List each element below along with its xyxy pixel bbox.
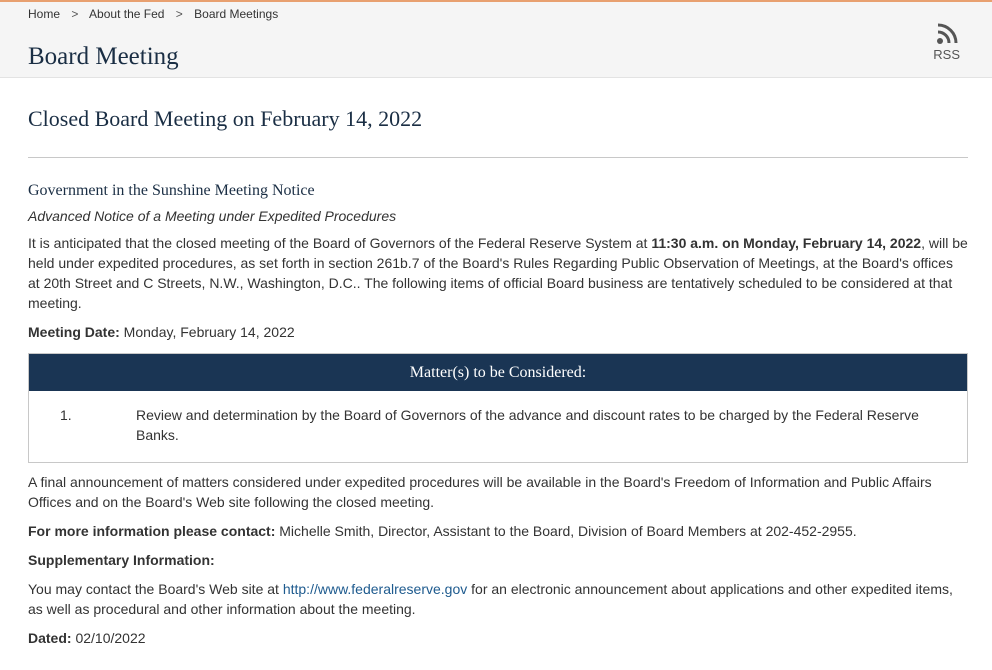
intro-paragraph [28,233,968,313]
matter-number: 1. [60,407,72,423]
breadcrumb-separator: > [71,7,79,21]
intro-text: It is anticipated that the closed meeting of the Board of Governors of the Federal Reserve System at [28,235,652,251]
rss-label: RSS [933,47,960,62]
federalreserve-link[interactable]: http://www.federalreserve.gov [282,581,468,597]
supplementary-paragraph [28,579,968,619]
meeting-date [28,322,968,342]
dated-line [28,628,968,648]
announcement-paragraph: A final announcement of matters considered under expedited procedures will be available in the Board's Freedom of Information and Public Affairs Offices and on the Board's Web site following the closed meeting. [28,474,932,510]
intro-text-rest: , will be held under expedited procedures, as set forth in section 261b.7 of the Board's Rules Regarding Public Observation of Meetings, at the Board's offices at 20th Street and C Streets, N.W., Washington, D.C.. The following items of official Board business are tentatively scheduled to be considered at that meeting. [28,235,968,311]
supplementary-label: Supplementary Information: [28,552,215,568]
breadcrumb-separator: > [175,7,183,21]
breadcrumb-home[interactable]: Home [28,7,61,21]
meeting-subtitle: Advanced Notice of a Meeting under Expedited Procedures [28,208,397,224]
breadcrumb-about-the-fed[interactable]: About the Fed [89,7,165,21]
dated-value: 02/10/2022 [71,630,146,646]
meeting-date-label: Meeting Date: [28,324,120,340]
divider [28,157,968,158]
meeting-time: 11:30 a.m. on Monday, February 14, 2022 [651,235,922,251]
supplementary-heading [28,550,968,570]
meeting-date-value: Monday, February 14, 2022 [119,324,295,340]
supplementary-text: You may contact the Board's Web site at [28,581,283,597]
contact-label: For more information please contact: [28,523,276,539]
matters-heading: Matter(s) to be Considered: [29,354,967,391]
meeting-title: Closed Board Meeting on February 14, 2022 [28,106,423,131]
rss-link[interactable] [933,23,960,62]
page-header [0,2,992,78]
contact-value: Michelle Smith, Director, Assistant to the Board, Division of Board Members at 202-452-2955. [275,523,857,539]
section-title: Government in the Sunshine Meeting Notice [28,182,315,199]
rss-icon [936,23,958,45]
main-content [0,106,992,648]
supplementary-text-rest: for an electronic announcement about applications and other expedited items, as well as procedural and other information about the meeting. [28,581,953,617]
dated-label: Dated: [28,630,72,646]
matter-row [29,391,967,462]
page-title: Board Meeting [28,43,179,70]
breadcrumb [28,7,278,21]
contact-paragraph [28,521,968,541]
matter-text: Review and determination by the Board of Governors of the advance and discount rates to be charged by the Federal Reserve Banks. [136,407,919,443]
matters-table [28,353,968,463]
breadcrumb-board-meetings[interactable]: Board Meetings [194,7,279,21]
